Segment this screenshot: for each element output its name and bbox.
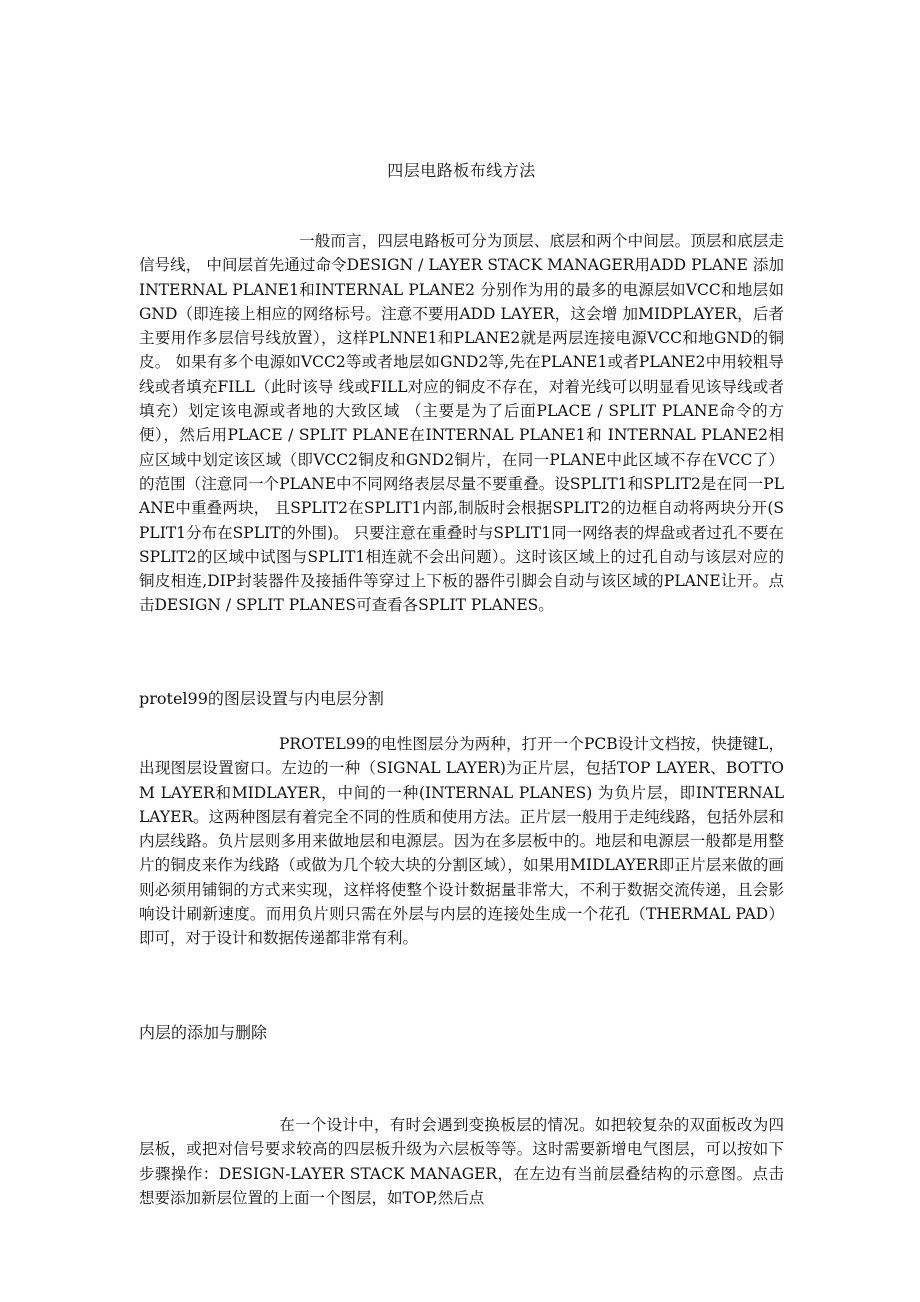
paragraph-layer-settings-text: PROTEL99的电性图层分为两种，打开一个PCB设计文档按，快捷键L，出现图层设置窗口。左边的一种（SIGNAL LAYER)为正片层，包括TOP LAYER、BOTTOM LAYER和MIDLAYER，中间的一种(INTERNAL PLANES) 为负片层，即INTERNAL LAYER。这两种图层有着完全不同的性质和使用方法。正片层一般用于走纯线路，包括外层和内层线路。负片层则多用来做地层和电源层。因为在多层板中的。地层和电源层一般都是用整片的铜皮来作为线路（或做为几个较大块的分割区域），如果用MIDLAYER即正片层来做的画则必须用铺铜的方式来实现，这样将使整个设计数据量非常大，不利于数据交流传递，且会影响设计刷新速度。而用负片则只需在外层与内层的连接处生成一个花孔（THERMAL PAD）即可，对于设计和数据传递都非常有利。 (139, 735, 784, 948)
document-title: 四层电路板布线方法 (387, 161, 536, 180)
paragraph-plane-routing (139, 229, 784, 618)
paragraph-inner-layers (139, 1113, 784, 1210)
paragraph-inner-layers-text: 在一个设计中，有时会遇到变换板层的情况。如把较复杂的双面板改为四层板，或把对信号要求较高的四层板升级为六层板等等。这时需要新增电气图层，可以按如下步骤操作：DESIGN-LAYER STACK MANAGER，在左边有当前层叠结构的示意图。点击想要添加新层位置的上面一个图层，如TOP,然后点 (139, 1116, 784, 1207)
paragraph-plane-routing-text: 一般而言，四层电路板可分为顶层、底层和两个中间层。顶层和底层走信号线， 中间层首先通过命令DESIGN / LAYER STACK MANAGER用ADD PLANE 添加 INTERNAL PLANE1和INTERNAL PLANE2 分别作为用的最多的电源层如VCC和地层如GND（即连接上相应的网络标号。注意不要用ADD LAYER，这会增 加MIDPLAYER，后者主要用作多层信号线放置），这样PLNNE1和PLANE2就是两层连接电源VCC和地GND的铜皮。 如果有多个电源如VCC2等或者地层如GND2等,先在PLANE1或者PLANE2中用较粗导线或者填充FILL（此时该导 线或FILL对应的铜皮不存在，对着光线可以明显看见该导线或者填充）划定该电源或者地的大致区域 （主要是为了后面PLACE / SPLIT PLANE命令的方便），然后用PLACE / SPLIT PLANE在INTERNAL PLANE1和 INTERNAL PLANE2相应区域中划定该区域（即VCC2铜皮和GND2铜片，在同一PLANE中此区域不存在VCC了）的范围（注意同一个PLANE中不同网络表层尽量不要重叠。设SPLIT1和SPLIT2是在同一PLANE中重叠两块， 且SPLIT2在SPLIT1内部,制版时会根据SPLIT2的边框自动将两块分开(SPLIT1分布在SPLIT的外围)。 只要注意在重叠时与SPLIT1同一网络表的焊盘或者过孔不要在SPLIT2的区域中试图与SPLIT1相连就不会出问题）。这时该区域上的过孔自动与该层对应的铜皮相连,DIP封装器件及接插件等穿过上下板的器件引脚会自动与该区域的PLANE让开。点击DESIGN / SPLIT PLANES可查看各SPLIT PLANES。 (139, 232, 784, 615)
section-heading-inner-layers: 内层的添加与删除 (139, 1023, 268, 1042)
section-heading-layer-settings: protel99的图层设置与内电层分割 (139, 689, 384, 708)
paragraph-layer-settings (139, 732, 784, 951)
